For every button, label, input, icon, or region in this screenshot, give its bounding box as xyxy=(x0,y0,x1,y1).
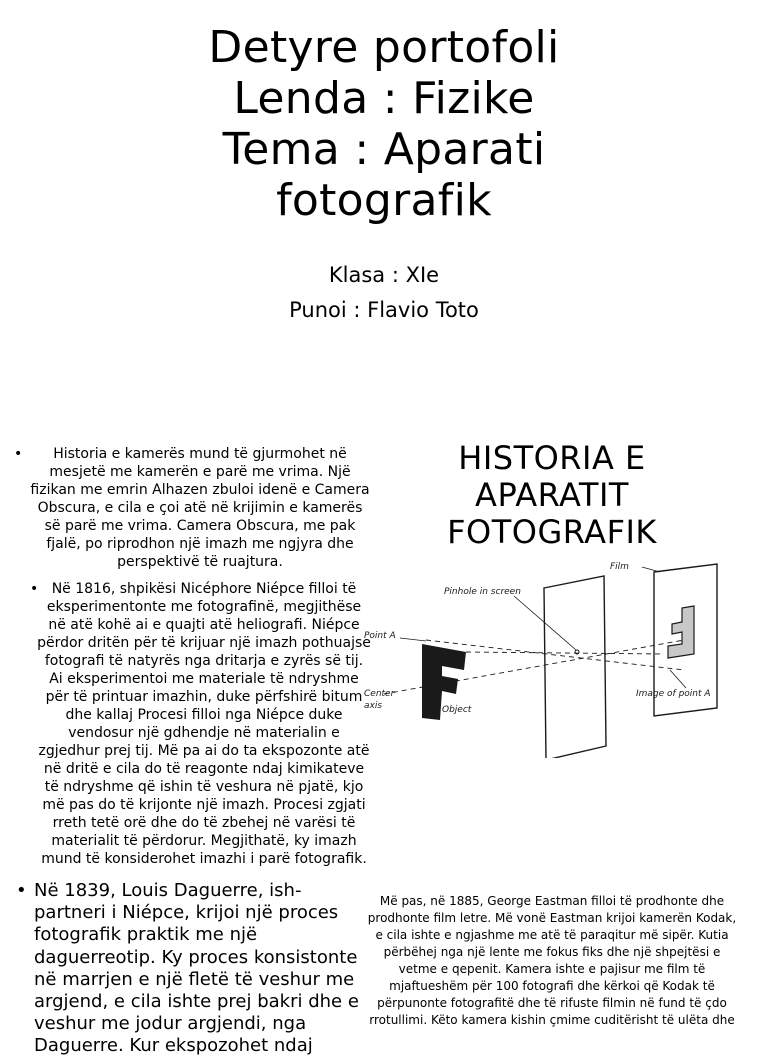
history-paragraph-1: Historia e kamerës mund të gjurmohet në mesjetë me kamerën e parë me vrima. Një fizikan me emrin Alhazen zbuloi idenë e Camera Obscura, e cila e çoi atë në krijimin e kamerës së parë me vrima. Camera Obscura, me pak fjalë, po riprodhon një imazh me ngjyra dhe perspektivë të ruajtura. xyxy=(30,446,370,570)
center-axis-label-2: axis xyxy=(364,701,383,711)
title-line-3: Tema : Aparati xyxy=(222,124,546,175)
ray-line-upper xyxy=(466,652,664,654)
bullet-dot-3: • xyxy=(16,880,27,901)
history-heading-line-1: HISTORIA E xyxy=(458,439,646,477)
title-line-2: Lenda : Fizike xyxy=(233,73,535,124)
pinhole-camera-diagram xyxy=(364,558,760,758)
center-axis-label-1: Center xyxy=(364,689,395,699)
title-line-1: Detyre portofoli xyxy=(208,22,560,73)
bullet-dot-1: • xyxy=(14,446,23,462)
page-title xyxy=(0,22,768,226)
class-label: Klasa : XIe xyxy=(328,263,440,287)
object-label: Object xyxy=(442,705,472,715)
subtitle-block xyxy=(0,258,768,328)
point-a-label: Point A xyxy=(364,631,396,641)
history-heading xyxy=(420,440,684,551)
title-line-4: fotografik xyxy=(276,175,492,226)
bullet-dot-2: • xyxy=(30,581,39,597)
author-label: Punoi : Flavio Toto xyxy=(289,298,479,322)
screen-plate xyxy=(544,576,606,758)
film-label: Film xyxy=(610,562,629,572)
film-leader xyxy=(642,567,660,572)
history-heading-line-2: APARATIT xyxy=(475,476,629,514)
image-a-leader xyxy=(670,670,686,688)
image-point-a-label: Image of point A xyxy=(636,689,711,699)
inverted-f-image xyxy=(668,606,694,658)
history-paragraph-4: Më pas, në 1885, George Eastman filloi të prodhonte dhe prodhonte film letre. Më vonë Eastman krijoi kamerën Kodak, e cila ishte e ngjashme me atë të paraqitur më sipër. Kutia përbëhej nga një lente me fokus fiks dhe një shpejtësi e vetme e qepenit. Kamera ishte e pajisur me film të mjaftueshëm për 100 fotografi dhe kërkoi që Kodak të përpunonte fotografitë dhe të rifuste filmin në fund të çdo rrotullimi. Këto kamera kishin çmime cuditërisht të ulëta dhe xyxy=(367,894,737,1027)
pinhole-label: Pinhole in screen xyxy=(444,587,521,597)
history-paragraph-3: Në 1839, Louis Daguerre, ish-partneri i Niépce, krijoi një proces fotografik praktik me një daguerreotip. Ky proces konsistonte në marrjen e një fletë të veshur me argjend, e cila ishte prej bakri dhe e veshur me jodur argjendi, nga Daguerre. Kur ekspozohet ndaj xyxy=(34,880,359,1057)
point-a-leader xyxy=(400,638,426,641)
history-paragraph-2: Në 1816, shpikësi Nicéphore Niépce filloi të eksperimentonte me fotografinë, megjithëse në atë kohë ai e quajti atë heliografi. Niépce përdor dritën për të krijuar një imazh pothuajse fotografi të natyrës nga dritarja e zyrës së tij. Ai eksperimentoi me materiale të ndryshme për të printuar imazhin, duke përfshirë bitum dhe kallaj Procesi filloi nga Niépce duke vendosur një gdhendje në materialin e zgjedhur prej tij. Më pa ai do ta ekspozonte atë në dritë e cila do të reagonte ndaj kimikateve të ndryshme që ishin të veshura në pjatë, kjo më pas do të krijonte një imazh. Procesi zgjati rreth tetë orë dhe do të zbehej në varësi të materialit të përdorur. Megjithatë, ky imazh mund të konsiderohet imazhi i parë fotografik. xyxy=(37,581,371,867)
history-heading-line-3: FOTOGRAFIK xyxy=(447,513,657,551)
